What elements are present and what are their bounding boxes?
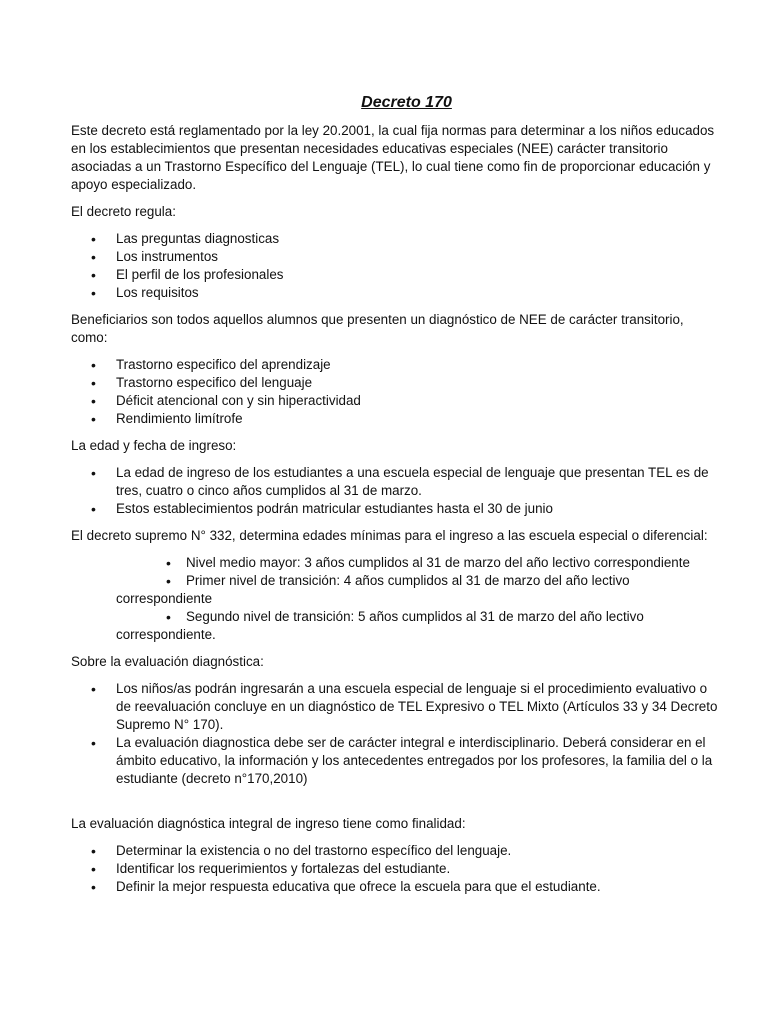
beneficiarios-list bbox=[71, 356, 722, 428]
list-item: • Estos establecimientos podrán matricular estudiantes hasta el 30 de junio bbox=[71, 500, 722, 518]
list-item: • Las preguntas diagnosticas bbox=[71, 230, 722, 248]
list-item: • Déficit atencional con y sin hiperactividad bbox=[71, 392, 722, 410]
list-item: • Los niños/as podrán ingresarán a una escuela especial de lenguaje si el procedimiento evaluativo o de reevaluación concluye en un diagnóstico de TEL Expresivo o TEL Mixto (Artículos 33 y 34 Decreto Supremo N° 170). bbox=[71, 680, 722, 734]
evaluacion-heading: Sobre la evaluación diagnóstica: bbox=[71, 654, 264, 669]
page-title: Decreto 170 bbox=[361, 94, 452, 111]
list-item bbox=[71, 572, 722, 608]
list-item: • Determinar la existencia o no del trastorno específico del lenguaje. bbox=[71, 842, 722, 860]
list-item: • La evaluación diagnostica debe ser de carácter integral e interdisciplinario. Deberá considerar en el ámbito educativo, la información y los antecedentes entregados por los profesores, la familia del o la estudiante (decreto n°170,2010) bbox=[71, 734, 722, 788]
list-item-text: Nivel medio mayor: 3 años cumplidos al 31 de marzo del año lectivo correspondiente bbox=[186, 555, 690, 570]
list-item-text: Segundo nivel de transición: 5 años cumplidos al 31 de marzo del año lectivo correspondiente. bbox=[116, 609, 644, 642]
list-item-text: Primer nivel de transición: 4 años cumplidos al 31 de marzo del año lectivo correspondiente bbox=[116, 573, 630, 606]
list-item: • La edad de ingreso de los estudiantes a una escuela especial de lenguaje que presentan TEL es de tres, cuatro o cinco años cumplidos al 31 de marzo. bbox=[71, 464, 722, 500]
intro-paragraph: Este decreto está reglamentado por la ley 20.2001, la cual fija normas para determinar a los niños educados en los establecimientos que presentan necesidades educativas especiales (NEE) carácter transitorio asociadas a un Trastorno Específico del Lenguaje (TEL), lo cual tiene como fin de proporcionar educación y apoyo especializado. bbox=[71, 123, 715, 192]
regula-list bbox=[71, 230, 722, 302]
list-item: • Definir la mejor respuesta educativa que ofrece la escuela para que el estudiante. bbox=[71, 878, 722, 896]
edad-list bbox=[71, 464, 722, 518]
list-item: • Los instrumentos bbox=[71, 248, 722, 266]
list-item: • Trastorno especifico del lenguaje bbox=[71, 374, 722, 392]
finalidad-list bbox=[71, 842, 722, 896]
supremo-list bbox=[71, 554, 722, 644]
list-item bbox=[71, 608, 722, 644]
list-item: • El perfil de los profesionales bbox=[71, 266, 722, 284]
regula-heading: El decreto regula: bbox=[71, 204, 176, 219]
list-item bbox=[71, 554, 722, 572]
supremo-heading: El decreto supremo N° 332, determina edades mínimas para el ingreso a las escuela especial o diferencial: bbox=[71, 528, 708, 543]
list-item: • Los requisitos bbox=[71, 284, 722, 302]
beneficiarios-heading: Beneficiarios son todos aquellos alumnos que presenten un diagnóstico de NEE de carácter transitorio, como: bbox=[71, 312, 684, 345]
list-item: • Rendimiento limítrofe bbox=[71, 410, 722, 428]
evaluacion-list bbox=[71, 680, 722, 788]
list-item: • Identificar los requerimientos y fortalezas del estudiante. bbox=[71, 860, 722, 878]
edad-heading: La edad y fecha de ingreso: bbox=[71, 438, 237, 453]
spacer bbox=[71, 797, 722, 815]
finalidad-heading: La evaluación diagnóstica integral de ingreso tiene como finalidad: bbox=[71, 816, 466, 831]
list-item: • Trastorno especifico del aprendizaje bbox=[71, 356, 722, 374]
